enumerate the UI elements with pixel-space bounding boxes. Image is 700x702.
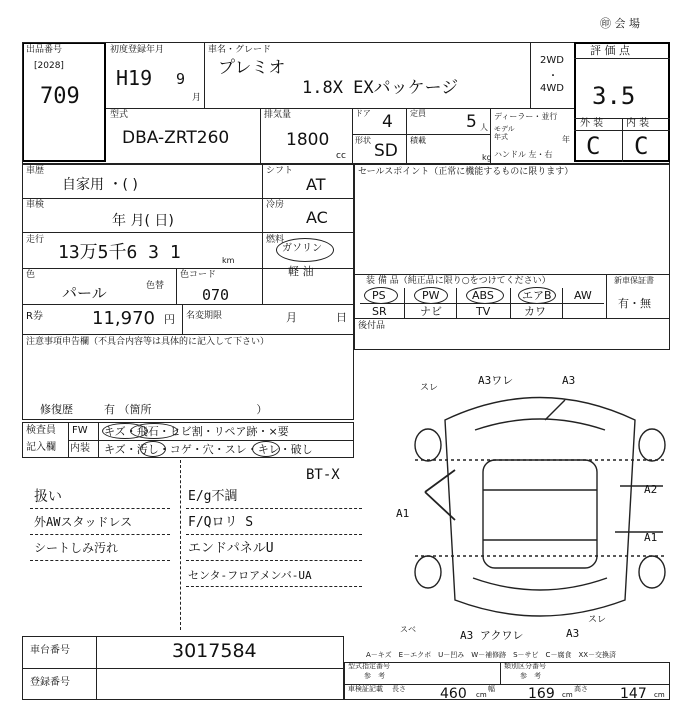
chassis-number: 3017584 xyxy=(172,640,257,662)
score-value: 3.5 xyxy=(592,82,636,110)
note-right-3: エンドパネルU xyxy=(188,541,274,556)
capacity-unit: 人 xyxy=(480,123,488,132)
model-code: DBA-ZRT260 xyxy=(122,128,230,148)
class-no-label: 類別区分番号 xyxy=(504,662,546,670)
equip-leather: カワ xyxy=(524,305,546,318)
capacity-label: 定員 xyxy=(410,109,426,118)
aircon-value: AC xyxy=(306,208,328,227)
mileage-value: 13万5千6 3 1 xyxy=(58,242,181,263)
new-warranty-label: 新車保証書 xyxy=(614,276,654,285)
diagram-bottom-right: スレ xyxy=(588,615,607,625)
repair-value: 有 （箇所 ） xyxy=(104,403,268,416)
inspector-label: 検査員 xyxy=(26,425,56,436)
dims-label: 車検証記載 xyxy=(348,685,383,693)
length-label: 長さ xyxy=(392,685,406,693)
diagram-top-a3: A3 xyxy=(562,374,576,387)
recycle-label: R券 xyxy=(26,311,43,322)
usage-value: 自家用 ・( ) xyxy=(62,177,138,193)
equip-airbag: エアB xyxy=(522,289,552,302)
first-reg-era: H19 xyxy=(116,66,153,90)
equip-tv: TV xyxy=(476,305,491,318)
equip-abs: ABS xyxy=(472,289,494,302)
height-unit: cm xyxy=(654,691,665,699)
car-name-label: 車名・グレード xyxy=(208,45,272,55)
venue-stamp: ㊞ 会 場 xyxy=(600,17,640,30)
type-desig-label: 型式指定番号 xyxy=(348,662,390,670)
equip-pw: PW xyxy=(422,289,440,302)
diagram-top-left: スレ xyxy=(420,383,439,393)
mileage-unit: km xyxy=(222,256,235,265)
dealer-label: ディーラー・並行 xyxy=(494,112,558,121)
equip-aw: AW xyxy=(574,289,592,302)
shift-value: AT xyxy=(306,175,326,194)
equip-sr: SR xyxy=(372,305,387,318)
drive-4wd: 4WD xyxy=(540,83,564,94)
usage-label: 車歴 xyxy=(26,166,45,176)
height-value: 147 xyxy=(620,686,647,702)
damage-legend: A－キズ E－エクボ U－凹み W－補修跡 S－サビ C－腐食 XX－交換済 xyxy=(366,651,617,659)
title-change-day: 日 xyxy=(336,311,347,324)
fuel-label: 燃料 xyxy=(266,235,285,245)
shape-label: 形状 xyxy=(355,136,371,145)
inspector-code-fw: FW xyxy=(72,425,88,436)
sale-points-box xyxy=(354,164,670,350)
inspector-code-interior: 内装 xyxy=(70,443,90,454)
color-value: パール xyxy=(62,284,107,302)
color-change-label: 色替 xyxy=(146,281,165,291)
diagram-right-a1: A1 xyxy=(644,531,658,544)
displacement-label: 排気量 xyxy=(264,110,292,120)
sale-points-label: セールスポイント（正常に機能するものに限ります） xyxy=(358,167,574,177)
repair-label: 修復歴 xyxy=(40,403,73,416)
equip-navi: ナビ xyxy=(420,305,442,318)
note-left-2: 外AWスタッドレス xyxy=(34,515,133,529)
load-label: 積載 xyxy=(410,136,426,145)
note-right-2: F/Qロリ S xyxy=(188,515,254,530)
ext-score: C xyxy=(586,132,601,160)
model-year-unit: 年 xyxy=(562,135,570,144)
car-name: プレミオ xyxy=(218,58,286,78)
diagram-left-a1: A1 xyxy=(396,507,410,520)
header-box xyxy=(22,42,670,164)
title-change-label: 名変期限 xyxy=(186,311,223,321)
note-right-4: センタ-フロアメンバ-UA xyxy=(188,569,312,582)
model-label: 型式 xyxy=(110,110,129,120)
aircon-label: 冷房 xyxy=(266,200,285,210)
displacement-value: 1800 xyxy=(286,130,330,150)
drive-2wd: 2WD xyxy=(540,55,564,66)
lot-year: [2028] xyxy=(34,61,64,71)
equip-ps: PS xyxy=(372,289,386,302)
diagram-right-a2: A2 xyxy=(644,483,658,496)
height-label: 高さ xyxy=(574,685,588,693)
diagram-bottom-left: スベ xyxy=(400,625,416,634)
doors-value: 4 xyxy=(382,112,393,132)
fuel-diesel: 軽 油 xyxy=(288,265,314,278)
width-value: 169 xyxy=(528,686,555,702)
color-code-value: 070 xyxy=(202,286,230,304)
type-desig-sub: 参 考 xyxy=(364,672,385,680)
note-bt: BT-X xyxy=(306,467,340,483)
note-right-1: E/g不調 xyxy=(188,489,238,504)
first-reg-month-unit: 月 xyxy=(192,93,202,103)
diagram-top-a3w: A3ワレ xyxy=(478,374,514,387)
interior-marks: キズ・汚し・コゲ・穴・スレ・キレ・破し xyxy=(104,443,313,456)
score-label: 評 価 点 xyxy=(590,44,630,57)
class-no-sub: 参 考 xyxy=(520,672,541,680)
first-reg-month: 9 xyxy=(176,70,186,88)
note-left-3: シートしみ汚れ xyxy=(34,541,119,555)
retrofit-label: 後付品 xyxy=(358,321,386,331)
length-unit: cm xyxy=(476,691,487,699)
mileage-label: 走行 xyxy=(26,235,45,245)
car-damage-diagram xyxy=(395,370,685,640)
recycle-value: 11,970 xyxy=(92,308,155,329)
equipment-label: 装 備 品（純正品に限り○をつけてください） xyxy=(366,276,551,286)
capacity-value: 5 xyxy=(466,112,477,132)
int-score-label: 内 装 xyxy=(626,118,650,129)
int-score: C xyxy=(634,132,649,160)
new-warranty-value: 有・無 xyxy=(618,297,651,310)
shape-value: SD xyxy=(374,141,398,161)
title-change-month: 月 xyxy=(286,311,297,324)
length-value: 460 xyxy=(440,686,467,702)
handle-label: ハンドル 左・右 xyxy=(494,150,553,159)
color-label: 色 xyxy=(26,270,36,280)
lot-number: 709 xyxy=(40,84,80,109)
reg-no-label: 登録番号 xyxy=(30,677,70,688)
diagram-bottom-a3: A3 アクワレ xyxy=(460,629,524,642)
first-reg-label: 初度登録年月 xyxy=(110,45,165,55)
notes-label: 注意事項申告欄（不具合内容等は具体的に記入して下さい） xyxy=(26,337,270,347)
width-label: 幅 xyxy=(488,685,495,693)
diagram-bottom-a3-2: A3 xyxy=(566,627,580,640)
color-code-label: 色コード xyxy=(180,270,217,280)
chassis-label: 車台番号 xyxy=(30,645,70,656)
note-left-1: 扱い xyxy=(34,489,62,505)
shift-label: シフト xyxy=(266,166,294,176)
inspection-value: 年 月( 日) xyxy=(112,213,174,229)
car-grade: 1.8X EXパッケージ xyxy=(302,78,459,98)
lot-label: 出品番号 xyxy=(26,45,63,55)
doors-label: ドア xyxy=(355,109,371,118)
model-year-label: モデル 年式 xyxy=(494,125,515,141)
recycle-unit: 円 xyxy=(164,313,175,326)
inspector-note-label: 記入欄 xyxy=(26,442,56,453)
ext-score-label: 外 装 xyxy=(580,118,604,129)
width-unit: cm xyxy=(562,691,573,699)
inspection-label: 車検 xyxy=(26,200,45,210)
displacement-unit: cc xyxy=(336,151,346,161)
fuel-gasoline: ガソリン xyxy=(282,243,322,254)
load-unit: kg xyxy=(482,153,492,162)
exterior-marks: キズ・飛石・ヒビ割・リペア跡・×要 xyxy=(104,425,289,438)
